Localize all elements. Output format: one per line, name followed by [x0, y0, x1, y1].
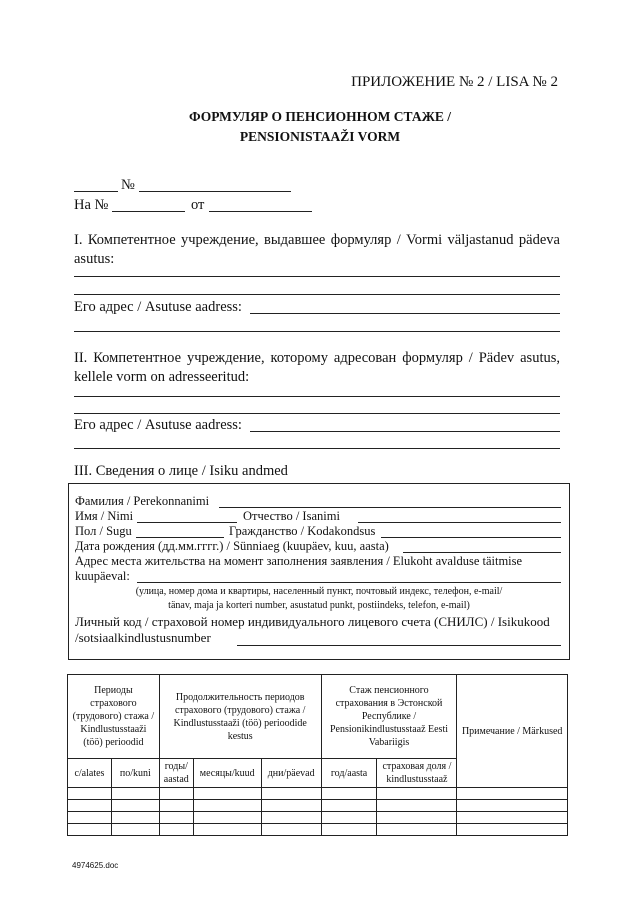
birthdate-field[interactable]: [403, 552, 561, 553]
section-1-heading: I. Компетентное учреждение, выдавшее формуляр / Vormi väljastanud pädeva asutus:: [74, 232, 560, 267]
table-row[interactable]: [68, 788, 568, 800]
table-cell[interactable]: [159, 788, 193, 800]
table-cell[interactable]: [261, 788, 321, 800]
sex-field[interactable]: [136, 537, 224, 538]
address-hint: [69, 585, 569, 612]
subheader-share: страховая доля / kindlustusstaaž: [377, 759, 457, 788]
subheader-from: c/alates: [68, 759, 112, 788]
personal-code-field[interactable]: [237, 645, 561, 646]
table-cell[interactable]: [377, 812, 457, 824]
title-line-1: ФОРМУЛЯР О ПЕНСИОННОМ СТАЖЕ /: [188, 109, 452, 124]
number-label: №: [121, 177, 135, 193]
receiving-authority-field-2[interactable]: [74, 413, 560, 414]
insurance-periods-table: [67, 674, 568, 836]
header-estonia-stage: Стаж пенсионного страхования в Эстонской Республике / Pensionikindlustusstaaž Eesti Vabariigis: [321, 675, 457, 759]
section-2-heading: II. Компетентное учреждение, которому адресован формуляр / Pädev asutus, kellele vorm on adresseeritud:: [74, 350, 560, 385]
table-row[interactable]: [68, 800, 568, 812]
personal-code-label-line1: Личный код / страховой номер индивидуального лицевого счета (СНИЛС) / Isikukood: [75, 614, 550, 629]
ref-number-field[interactable]: [112, 211, 185, 212]
document-title: [0, 107, 640, 146]
table-cell[interactable]: [321, 800, 377, 812]
subheader-months: месяцы/kuud: [193, 759, 261, 788]
table-cell[interactable]: [261, 800, 321, 812]
table-cell[interactable]: [261, 824, 321, 836]
name-label: Имя / Nimi: [75, 509, 134, 523]
receiving-address-field-2[interactable]: [74, 448, 560, 449]
table-cell[interactable]: [321, 812, 377, 824]
subheader-year: год/aasta: [321, 759, 377, 788]
residence-label-line1: Адрес места жительства на момент заполнения заявления / Elukoht avalduse täitmise: [75, 554, 523, 568]
table-cell[interactable]: [457, 800, 568, 812]
ref-date-label: от: [191, 197, 205, 213]
table-cell[interactable]: [68, 788, 112, 800]
table-cell[interactable]: [377, 788, 457, 800]
table-cell[interactable]: [193, 800, 261, 812]
table-cell[interactable]: [321, 824, 377, 836]
ref-date-field[interactable]: [209, 211, 312, 212]
issuing-address-label: Его адрес / Asutuse aadress:: [74, 299, 242, 315]
personal-code-label-line2: /sotsiaalkindlustusnumber: [75, 630, 211, 645]
table-cell[interactable]: [193, 812, 261, 824]
table-cell[interactable]: [321, 788, 377, 800]
header-notes: Примечание / Märkused: [457, 675, 568, 788]
table-cell[interactable]: [68, 800, 112, 812]
table-row[interactable]: [68, 812, 568, 824]
table-cell[interactable]: [193, 788, 261, 800]
annex-label: ПРИЛОЖЕНИЕ № 2 / LISA № 2: [351, 74, 558, 90]
title-line-2: PENSIONISTAAŽI VORM: [239, 128, 401, 144]
address-hint-line2: tänav, maja ja korteri number, asustatud punkt, postiindeks, telefon, e-mail): [168, 599, 470, 611]
issuing-address-field-1[interactable]: [250, 313, 560, 314]
subheader-years: годы/ aastad: [159, 759, 193, 788]
table-cell[interactable]: [457, 824, 568, 836]
doc-number-field[interactable]: [139, 191, 291, 192]
table-cell[interactable]: [261, 812, 321, 824]
header-periods: Периоды страхового (трудового) стажа / Kindlustusstaaži (töö) perioodid: [68, 675, 160, 759]
receiving-authority-field-1[interactable]: [74, 396, 560, 397]
issuing-authority-field-2[interactable]: [74, 294, 560, 295]
table-row[interactable]: [68, 824, 568, 836]
table-cell[interactable]: [457, 788, 568, 800]
table-cell[interactable]: [159, 800, 193, 812]
citizenship-field[interactable]: [381, 537, 561, 538]
doc-prefix-field[interactable]: [74, 191, 118, 192]
subheader-days: дни/päevad: [261, 759, 321, 788]
name-field[interactable]: [137, 522, 237, 523]
sex-label: Пол / Sugu: [75, 524, 132, 538]
table-cell[interactable]: [111, 812, 159, 824]
table-cell[interactable]: [68, 812, 112, 824]
surname-label: Фамилия / Perekonnanimi: [75, 494, 210, 508]
table-cell[interactable]: [159, 812, 193, 824]
receiving-address-label: Его адрес / Asutuse aadress:: [74, 417, 242, 433]
receiving-address-field-1[interactable]: [250, 431, 560, 432]
citizenship-label: Гражданство / Kodakondsus: [229, 524, 376, 538]
ref-number-label: На №: [74, 197, 109, 213]
issuing-authority-field-1[interactable]: [74, 276, 560, 277]
section-3-heading: III. Сведения о лице / Isiku andmed: [74, 463, 288, 479]
residence-label-line2: kuupäeval:: [75, 569, 130, 583]
table-cell[interactable]: [111, 788, 159, 800]
surname-field[interactable]: [219, 507, 561, 508]
subheader-to: по/kuni: [111, 759, 159, 788]
birthdate-label: Дата рождения (дд.мм.гггг.) / Sünniaeg (kuupäev, kuu, aasta): [75, 539, 389, 553]
table-cell[interactable]: [377, 800, 457, 812]
table-cell[interactable]: [377, 824, 457, 836]
file-name-footer: 4974625.doc: [72, 861, 119, 870]
table-cell[interactable]: [193, 824, 261, 836]
issuing-address-field-2[interactable]: [74, 331, 560, 332]
residence-field[interactable]: [137, 582, 561, 583]
table-cell[interactable]: [68, 824, 112, 836]
table-cell[interactable]: [159, 824, 193, 836]
address-hint-line1: (улица, номер дома и квартиры, населенный пункт, почтовый индекс, телефон, e-mail/: [135, 586, 503, 597]
patronymic-label: Отчество / Isanimi: [243, 509, 340, 523]
table-cell[interactable]: [457, 812, 568, 824]
table-cell[interactable]: [111, 800, 159, 812]
person-data-box: [68, 483, 570, 660]
patronymic-field[interactable]: [358, 522, 561, 523]
header-duration: Продолжительность периодов страхового (трудового) стажа / Kindlustusstaaži (töö) perioodide kestus: [159, 675, 321, 759]
table-cell[interactable]: [111, 824, 159, 836]
